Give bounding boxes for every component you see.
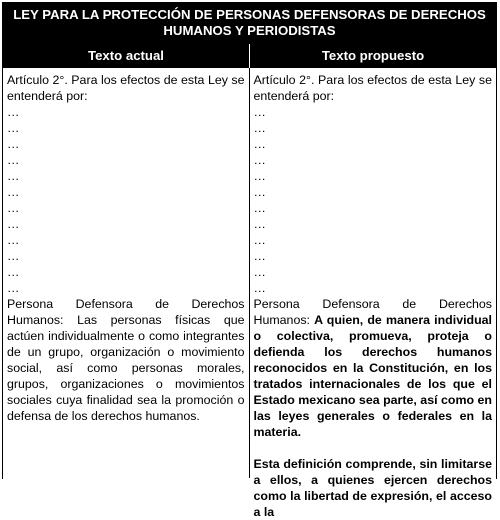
proposed-ellipsis: … (253, 281, 266, 295)
proposed-ellipsis: … (253, 185, 266, 199)
proposed-text-column (250, 68, 497, 519)
proposed-ellipsis: … (253, 217, 266, 231)
current-ellipsis: … (7, 233, 20, 247)
current-definition-text: Las personas físicas que actúen individualmente o como integrantes de un grupo, organización o movimiento social, así como personas morales, grupos, organizaciones o movimientos sociales cuya finalidad sea la promoción o defensa de los derechos humanos. (7, 313, 245, 423)
comparison-table (2, 2, 497, 519)
current-ellipsis: … (7, 153, 20, 167)
proposed-ellipsis: … (253, 153, 266, 167)
proposed-definition-text: A quien, de manera individual o colectiva, promueva, proteja o defienda los derechos humanos reconocidos en la Constitución, en los tratados internacionales de los que el Estado mexicano sea parte, así como en las leyes generales o federales en la materia. (253, 313, 492, 439)
column-headers (3, 44, 496, 68)
proposed-ellipsis: … (253, 121, 266, 135)
proposed-ellipsis: … (253, 137, 266, 151)
header-current-text: Texto actual (3, 44, 250, 68)
table-body (3, 68, 496, 519)
proposed-definition-term: Persona Defensora de Derechos Humanos: (253, 297, 492, 327)
paragraph-spacer (254, 440, 493, 456)
proposed-ellipsis: … (253, 249, 266, 263)
current-ellipsis: … (7, 249, 20, 263)
current-definition (7, 296, 245, 424)
proposed-article: Artículo 2°. Para los efectos de esta Ley se entenderá por: (253, 73, 492, 103)
proposed-definition (254, 296, 493, 440)
current-definition-term: Persona Defensora de Derechos Humanos: (7, 297, 245, 327)
current-ellipsis: … (7, 265, 20, 279)
current-ellipsis: … (7, 281, 20, 295)
proposed-ellipsis: … (253, 233, 266, 247)
current-ellipsis: … (7, 169, 20, 183)
proposed-ellipsis: … (253, 201, 266, 215)
proposed-extra-text: Esta definición comprende, sin limitarse a ellos, a quienes ejercen derechos como la libertad de expresión, el acceso a la (253, 457, 492, 519)
current-article: Artículo 2°. Para los efectos de esta Ley se entenderá por: (7, 73, 245, 103)
current-ellipsis: … (7, 137, 20, 151)
table-title: LEY PARA LA PROTECCIÓN DE PERSONAS DEFENSORAS DE DERECHOS HUMANOS Y PERIODISTAS (3, 3, 496, 44)
current-ellipsis: … (7, 201, 20, 215)
current-ellipsis: … (7, 217, 20, 231)
current-ellipsis: … (7, 121, 20, 135)
proposed-ellipsis: … (253, 169, 266, 183)
current-ellipsis: … (7, 105, 20, 119)
current-text-column (3, 68, 250, 478)
header-proposed-text: Texto propuesto (321, 48, 425, 63)
proposed-ellipsis: … (253, 265, 266, 279)
proposed-ellipsis: … (253, 105, 266, 119)
current-ellipsis: … (7, 185, 20, 199)
